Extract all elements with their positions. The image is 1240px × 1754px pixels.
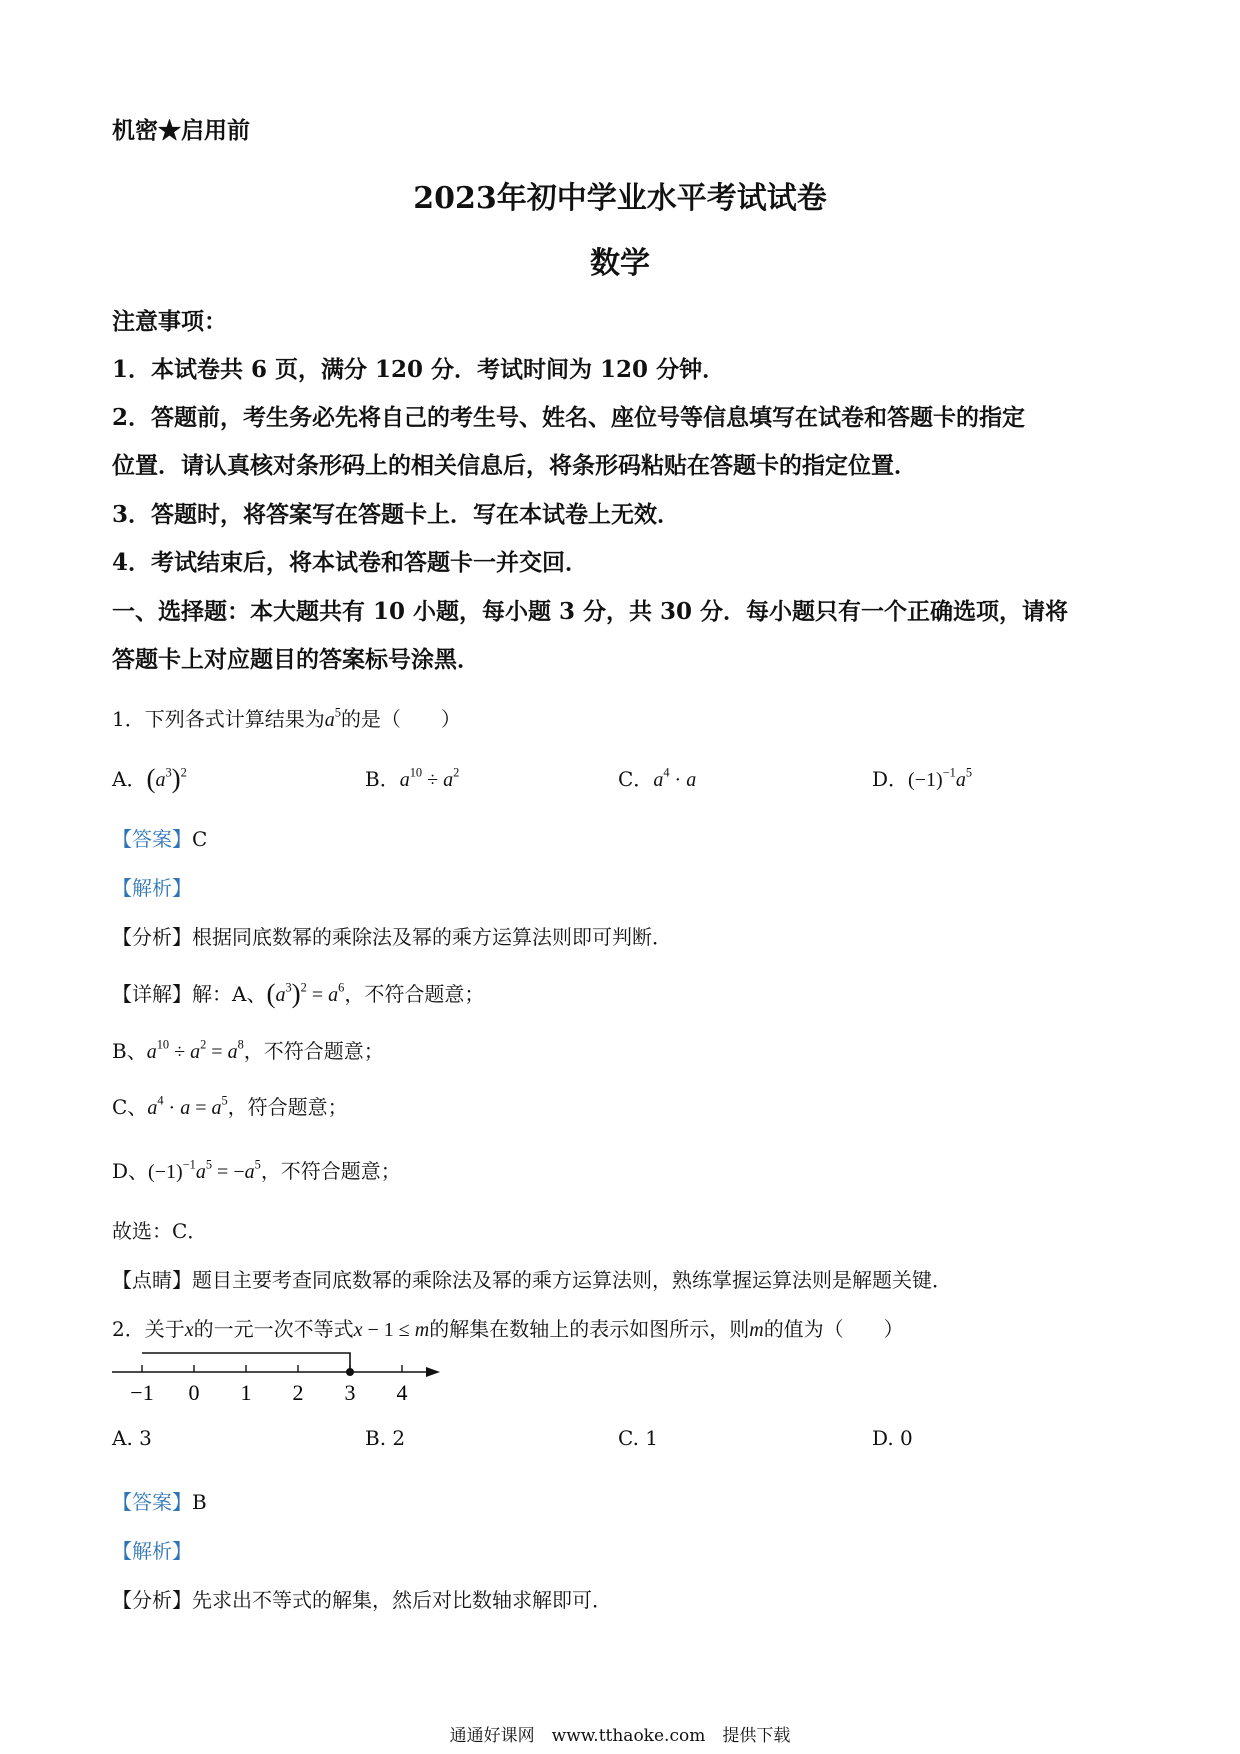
q1-option-d-label: D． — [872, 767, 909, 791]
q1-option-b-math: $a^{10} \div a^2$ — [399, 765, 460, 791]
section-heading-line1: 一、选择题：本大题共有 10 小题，每小题 3 分，共 30 分．每小题只有一个正确选项，请将 — [112, 598, 1069, 625]
q1-detail-c-pre: C、 — [112, 1095, 148, 1119]
q1-detail-a — [112, 978, 484, 1009]
number-line-ticks — [130, 1365, 407, 1405]
section-heading-line2: 答题卡上对应题目的答案标号涂黑． — [112, 646, 480, 673]
tick-label: −1 — [130, 1380, 154, 1405]
q2-var-x: x — [184, 1319, 194, 1341]
q1-option-b-label: B． — [365, 767, 400, 791]
q2-stem-pre: 2．关于 — [112, 1317, 185, 1341]
note-1: 1．本试卷共 6 页，满分 120 分．考试时间为 120 分钟． — [112, 356, 726, 383]
q1-answer — [112, 823, 207, 852]
axis-arrow-icon — [426, 1367, 440, 1377]
q1-stem — [112, 703, 461, 732]
q1-stem-post: 的是（ ） — [340, 707, 461, 731]
q2-inequality: x − 1 ≤ m — [353, 1319, 430, 1341]
q1-answer-value: C — [192, 827, 208, 851]
q1-comment — [112, 1264, 952, 1293]
q2-analysis — [112, 1584, 612, 1613]
q2-answer — [112, 1486, 207, 1515]
page-title: 2023年初中学业水平考试试卷 — [413, 181, 827, 216]
q1-detail-c-math: $a^4 \cdot a = a^5$ — [147, 1093, 228, 1119]
q1-detail-a-post: ，不符合题意； — [344, 982, 485, 1006]
q1-dianjing-text: 题目主要考查同底数幂的乘除法及幂的乘方运算法则，熟练掌握运算法则是解题关键． — [192, 1268, 952, 1292]
q1-option-a — [112, 763, 187, 794]
page-footer: 通通好课网 www.tthaoke.com 提供下载 — [449, 1726, 791, 1746]
q1-option-c — [618, 763, 696, 792]
q2-var-m: m — [749, 1319, 764, 1341]
q1-option-d-math: $(-1)^{-1}a^5$ — [908, 765, 973, 791]
q1-fenxi-tag: 【分析】 — [112, 925, 192, 949]
q1-option-b — [365, 763, 459, 792]
q2-jiexi-tag: 【解析】 — [112, 1539, 192, 1563]
q1-detail-c — [112, 1091, 348, 1120]
q2-option-d: D. 0 — [872, 1426, 913, 1450]
q1-option-c-math: $a^4 \cdot a$ — [653, 765, 697, 791]
note-4: 4．考试结束后，将本试卷和答题卡一并交回． — [112, 549, 589, 576]
q1-option-a-label: A． — [112, 767, 147, 791]
q1-detail-d — [112, 1155, 401, 1184]
q2-stem — [112, 1313, 904, 1342]
q1-detail-a-math: $(a^3)^2 = a^6$ — [266, 978, 345, 1009]
q2-stem-end: 的值为（ ） — [763, 1317, 904, 1341]
q1-xiangjie-tag: 【详解】 — [112, 982, 192, 1006]
q2-stem-mid: 的一元一次不等式 — [193, 1317, 354, 1341]
q1-analysis — [112, 921, 672, 950]
q2-answer-value: B — [192, 1490, 207, 1514]
q1-fenxi-text: 根据同底数幂的乘除法及幂的乘方运算法则即可判断． — [192, 925, 672, 949]
number-line — [112, 1353, 440, 1405]
q2-option-b: B. 2 — [365, 1426, 406, 1450]
subject-title: 数学 — [590, 246, 650, 281]
notes-heading: 注意事项： — [112, 308, 227, 335]
q1-detail-b-post: ，不符合题意； — [243, 1039, 384, 1063]
q1-option-a-math: $(a^3)^2$ — [146, 763, 187, 794]
q1-dianjing-tag: 【点睛】 — [112, 1268, 192, 1292]
solid-endpoint — [346, 1368, 354, 1376]
q1-option-d — [872, 763, 972, 792]
q2-answer-tag: 【答案】 — [112, 1490, 192, 1514]
note-2-line1: 2．答题前，考生务必先将自己的考生号、姓名、座位号等信息填写在试卷和答题卡的指定 — [112, 404, 1026, 431]
q1-detail-d-pre: D、 — [112, 1159, 149, 1183]
q2-fenxi-tag: 【分析】 — [112, 1588, 192, 1612]
tick-label: 4 — [396, 1380, 408, 1405]
q2-fenxi-text: 先求出不等式的解集，然后对比数轴求解即可． — [192, 1588, 612, 1612]
note-2-line2: 位置．请认真核对条形码上的相关信息后，将条形码粘贴在答题卡的指定位置． — [112, 452, 917, 479]
tick-label: 1 — [240, 1380, 252, 1405]
q1-answer-tag: 【答案】 — [112, 827, 192, 851]
q2-option-a: A. 3 — [112, 1426, 152, 1450]
number-line-figure — [112, 1340, 452, 1412]
note-3: 3．答题时，将答案写在答题卡上．写在本试卷上无效． — [112, 501, 681, 528]
q1-xiangjie-pre: 解：A、 — [192, 982, 267, 1006]
q2-option-c: C. 1 — [618, 1426, 659, 1450]
tick-label: 3 — [344, 1380, 356, 1405]
q1-stem-pre: 1．下列各式计算结果为 — [112, 707, 325, 731]
q1-choose: 故选：C． — [112, 1219, 208, 1243]
confidential-label: 机密★启用前 — [112, 117, 250, 144]
q1-detail-d-math: $(-1)^{-1}a^5 = -a^5$ — [148, 1157, 261, 1183]
q1-option-c-label: C． — [618, 767, 654, 791]
q1-detail-b-math: $a^{10} \div a^2 = a^8$ — [146, 1037, 244, 1063]
q1-jiexi-tag: 【解析】 — [112, 876, 192, 900]
q1-detail-d-post: ，不符合题意； — [260, 1159, 401, 1183]
tick-label: 0 — [188, 1380, 200, 1405]
tick-label: 2 — [292, 1380, 304, 1405]
q1-detail-b — [112, 1035, 384, 1064]
q1-detail-b-pre: B、 — [112, 1039, 147, 1063]
q1-stem-math: $a^5$ — [324, 705, 341, 731]
q1-detail-c-post: ，符合题意； — [227, 1095, 348, 1119]
q2-stem-post: 的解集在数轴上的表示如图所示，则 — [429, 1317, 750, 1341]
